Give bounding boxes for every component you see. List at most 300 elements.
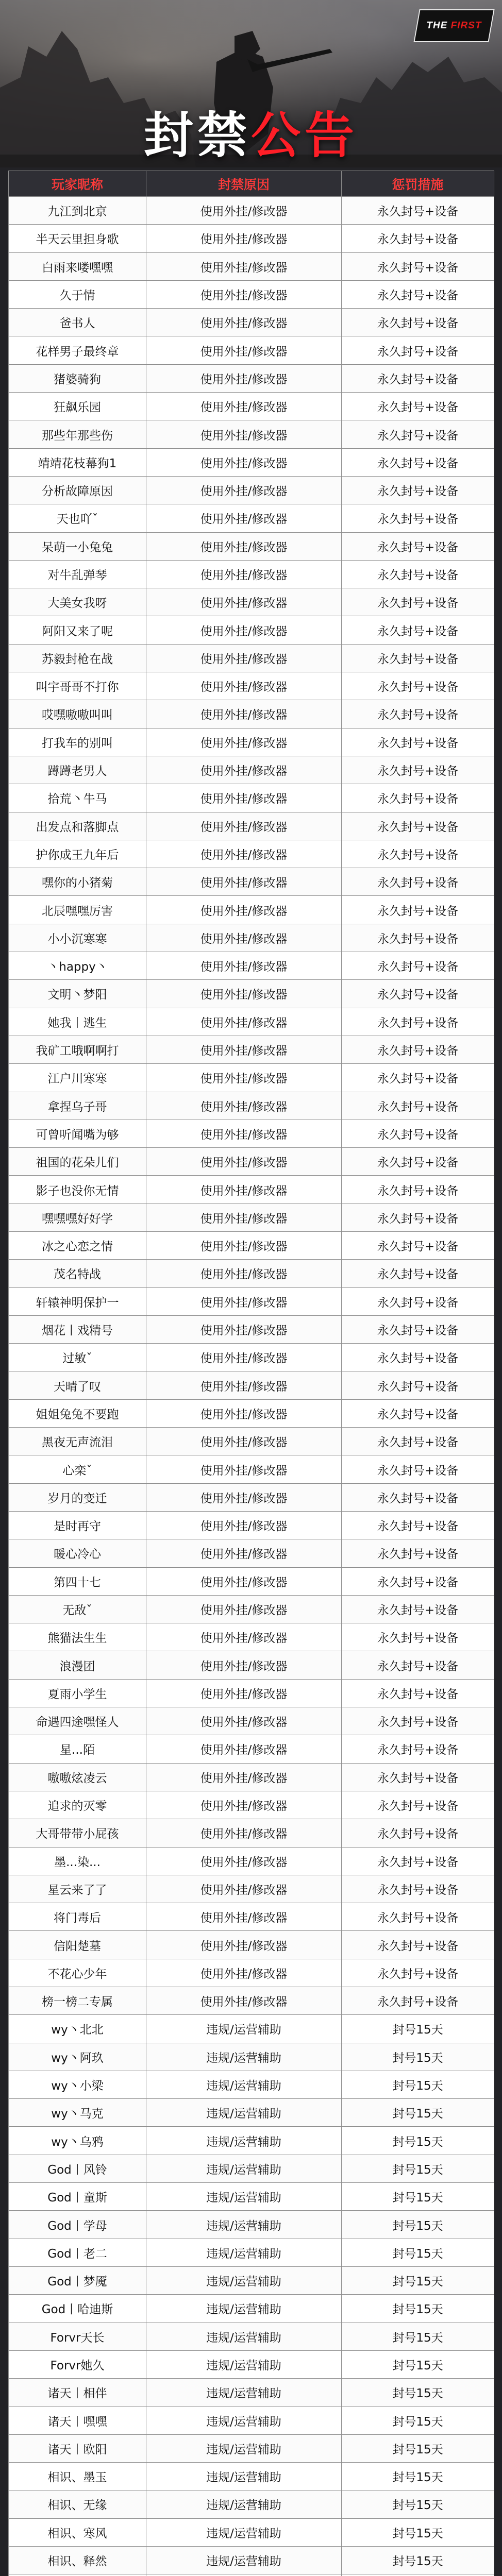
table-row [9,1595,494,1623]
table-row [9,924,494,952]
ban-reason-cell: 使用外挂/修改器 [146,252,342,280]
column-header-penalty: 惩罚措施 [342,171,494,197]
player-nickname-cell: 大哥带带小屁孩 [9,1819,146,1847]
player-nickname-cell: 星...陌 [9,1735,146,1763]
player-nickname-cell: 暖心冷心 [9,1539,146,1567]
player-nickname-cell: 靖靖花枝幕狗1 [9,448,146,476]
table-row [9,1287,494,1315]
table-row [9,1987,494,2015]
table-row [9,840,494,868]
player-nickname-cell: 天晴了叹 [9,1371,146,1399]
player-nickname-cell: 浪漫团 [9,1651,146,1679]
player-nickname-cell: 诸天丨嘿嘿 [9,2406,146,2434]
penalty-cell: 永久封号+设备 [342,1064,494,1092]
penalty-cell: 封号15天 [342,2266,494,2294]
penalty-cell: 永久封号+设备 [342,280,494,308]
penalty-cell: 永久封号+设备 [342,1092,494,1120]
penalty-cell: 永久封号+设备 [342,1847,494,1875]
penalty-cell: 永久封号+设备 [342,1428,494,1455]
player-nickname-cell: 影子也没你无情 [9,1176,146,1204]
ban-reason-cell: 违规/运营辅助 [146,2015,342,2043]
table-row [9,1567,494,1595]
penalty-cell: 永久封号+设备 [342,336,494,364]
player-nickname-cell: 轩辕神明保护一 [9,1287,146,1315]
player-nickname-cell: 苏毅封枪在战 [9,644,146,672]
ban-table-container [0,167,502,2576]
ban-reason-cell: 使用外挂/修改器 [146,309,342,336]
ban-reason-cell: 违规/运营辅助 [146,2266,342,2294]
penalty-cell: 永久封号+设备 [342,700,494,728]
ban-reason-cell: 使用外挂/修改器 [146,644,342,672]
column-header-reason: 封禁原因 [146,171,342,197]
penalty-cell: 永久封号+设备 [342,1260,494,1287]
ban-reason-cell: 使用外挂/修改器 [146,1679,342,1707]
penalty-cell: 永久封号+设备 [342,1344,494,1371]
ban-reason-cell: 使用外挂/修改器 [146,1148,342,1176]
ban-reason-cell: 违规/运营辅助 [146,2099,342,2127]
table-row [9,1623,494,1651]
penalty-cell: 封号15天 [342,2490,494,2518]
penalty-cell: 封号15天 [342,2546,494,2574]
player-nickname-cell: wy丶阿玖 [9,2043,146,2071]
player-nickname-cell: 九江到北京 [9,197,146,225]
table-row [9,1176,494,1204]
ban-reason-cell: 违规/运营辅助 [146,2350,342,2378]
ban-reason-cell: 使用外挂/修改器 [146,700,342,728]
player-nickname-cell: 相识、释然 [9,2546,146,2574]
ban-reason-cell: 违规/运营辅助 [146,2518,342,2546]
player-nickname-cell: 相识、墨玉 [9,2463,146,2490]
table-row [9,2490,494,2518]
penalty-cell: 永久封号+设备 [342,1959,494,1987]
player-nickname-cell: 榜一榜二专属 [9,1987,146,2015]
ban-reason-cell: 违规/运营辅助 [146,2323,342,2350]
player-nickname-cell: 花样男子最终章 [9,336,146,364]
ban-reason-cell: 使用外挂/修改器 [146,1231,342,1259]
player-nickname-cell: 爸书人 [9,309,146,336]
ban-reason-cell: 使用外挂/修改器 [146,1875,342,1903]
ban-reason-cell: 违规/运营辅助 [146,2406,342,2434]
table-row [9,448,494,476]
ban-reason-cell: 使用外挂/修改器 [146,1204,342,1231]
player-nickname-cell: wy丶北北 [9,2015,146,2043]
player-nickname-cell: 文明丶梦阳 [9,980,146,1008]
ban-reason-cell: 使用外挂/修改器 [146,476,342,504]
player-nickname-cell: 狂飙乐园 [9,393,146,420]
penalty-cell: 封号15天 [342,2379,494,2406]
table-row [9,1763,494,1791]
ban-reason-cell: 使用外挂/修改器 [146,1120,342,1147]
player-nickname-cell: 阿阳又来了呢 [9,616,146,644]
ban-reason-cell: 使用外挂/修改器 [146,1344,342,1371]
penalty-cell: 永久封号+设备 [342,420,494,448]
player-nickname-cell: 大美女我呀 [9,588,146,616]
table-row [9,2127,494,2155]
table-row [9,280,494,308]
player-nickname-cell: 嗷嗷炫凌云 [9,1763,146,1791]
penalty-cell: 永久封号+设备 [342,728,494,756]
player-nickname-cell: 嘿嘿嘿好好学 [9,1204,146,1231]
ban-reason-cell: 使用外挂/修改器 [146,1847,342,1875]
player-nickname-cell: 无敌ˇ [9,1595,146,1623]
penalty-cell: 封号15天 [342,2350,494,2378]
ban-reason-cell: 使用外挂/修改器 [146,1707,342,1735]
ban-reason-cell: 使用外挂/修改器 [146,588,342,616]
table-row [9,2406,494,2434]
ban-reason-cell: 违规/运营辅助 [146,2127,342,2155]
player-nickname-cell: 丶happy丶 [9,952,146,980]
table-row [9,1511,494,1539]
penalty-cell: 永久封号+设备 [342,1539,494,1567]
ban-reason-cell: 使用外挂/修改器 [146,448,342,476]
player-nickname-cell: 茂名特战 [9,1260,146,1287]
table-row [9,2546,494,2574]
table-row [9,2518,494,2546]
penalty-cell: 永久封号+设备 [342,252,494,280]
penalty-cell: 永久封号+设备 [342,1791,494,1819]
player-nickname-cell: 分析故障原因 [9,476,146,504]
title-white: 封禁 [144,107,251,164]
table-row [9,2211,494,2239]
table-row [9,980,494,1008]
ban-table [8,171,494,2576]
table-row [9,1008,494,1036]
ban-reason-cell: 使用外挂/修改器 [146,1399,342,1427]
table-row [9,532,494,560]
table-row [9,252,494,280]
player-nickname-cell: 姐姐兔兔不要跑 [9,1399,146,1427]
table-row [9,560,494,588]
penalty-cell: 永久封号+设备 [342,784,494,812]
player-nickname-cell: Forvr她久 [9,2350,146,2378]
penalty-cell: 永久封号+设备 [342,1511,494,1539]
penalty-cell: 永久封号+设备 [342,812,494,840]
table-row [9,1651,494,1679]
player-nickname-cell: 黑夜无声流泪 [9,1428,146,1455]
penalty-cell: 永久封号+设备 [342,1987,494,2015]
player-nickname-cell: God丨哈迪斯 [9,2295,146,2323]
player-nickname-cell: 拾荒丶牛马 [9,784,146,812]
ban-reason-cell: 使用外挂/修改器 [146,280,342,308]
penalty-cell: 永久封号+设备 [342,1875,494,1903]
table-row [9,1735,494,1763]
game-logo: THE FIRST [413,9,494,42]
penalty-cell: 永久封号+设备 [342,1707,494,1735]
player-nickname-cell: 信阳楚墓 [9,1931,146,1959]
table-row [9,2350,494,2378]
player-nickname-cell: 哎嘿嗷嗷叫叫 [9,700,146,728]
ban-reason-cell: 使用外挂/修改器 [146,1903,342,1931]
player-nickname-cell: 她我丨逃生 [9,1008,146,1036]
ban-reason-cell: 违规/运营辅助 [146,2463,342,2490]
player-nickname-cell: 星云来了了 [9,1875,146,1903]
table-row [9,1092,494,1120]
ban-reason-cell: 使用外挂/修改器 [146,812,342,840]
ban-reason-cell: 使用外挂/修改器 [146,560,342,588]
table-row [9,420,494,448]
penalty-cell: 永久封号+设备 [342,1231,494,1259]
ban-reason-cell: 使用外挂/修改器 [146,1483,342,1511]
player-nickname-cell: God丨梦魇 [9,2266,146,2294]
ban-reason-cell: 违规/运营辅助 [146,2434,342,2462]
penalty-cell: 永久封号+设备 [342,309,494,336]
ban-reason-cell: 违规/运营辅助 [146,2071,342,2098]
penalty-cell: 永久封号+设备 [342,1735,494,1763]
table-row [9,476,494,504]
table-row [9,1148,494,1176]
penalty-cell: 永久封号+设备 [342,364,494,392]
table-row [9,1875,494,1903]
penalty-cell: 封号15天 [342,2463,494,2490]
ban-reason-cell: 使用外挂/修改器 [146,197,342,225]
penalty-cell: 封号15天 [342,2406,494,2434]
player-nickname-cell: 烟花丨戏精号 [9,1315,146,1343]
penalty-cell: 永久封号+设备 [342,980,494,1008]
player-nickname-cell: 夏雨小学生 [9,1679,146,1707]
ban-reason-cell: 使用外挂/修改器 [146,952,342,980]
table-row [9,1428,494,1455]
table-row [9,2295,494,2323]
ban-reason-cell: 违规/运营辅助 [146,2183,342,2211]
penalty-cell: 永久封号+设备 [342,1931,494,1959]
table-row [9,1819,494,1847]
penalty-cell: 永久封号+设备 [342,1008,494,1036]
penalty-cell: 封号15天 [342,2211,494,2239]
column-header-nickname: 玩家昵称 [9,171,146,197]
penalty-cell: 封号15天 [342,2239,494,2266]
table-row [9,756,494,784]
player-nickname-cell: 江户川寒寒 [9,1064,146,1092]
penalty-cell: 永久封号+设备 [342,504,494,532]
player-nickname-cell: 墨...染... [9,1847,146,1875]
penalty-cell: 永久封号+设备 [342,644,494,672]
table-row [9,1036,494,1063]
penalty-cell: 永久封号+设备 [342,840,494,868]
player-nickname-cell: 是时再守 [9,1511,146,1539]
ban-reason-cell: 使用外挂/修改器 [146,784,342,812]
player-nickname-cell: 诸天丨欧阳 [9,2434,146,2462]
penalty-cell: 永久封号+设备 [342,1120,494,1147]
ban-reason-cell: 使用外挂/修改器 [146,728,342,756]
table-row [9,504,494,532]
penalty-cell: 永久封号+设备 [342,616,494,644]
table-row [9,1539,494,1567]
penalty-cell: 封号15天 [342,2127,494,2155]
penalty-cell: 永久封号+设备 [342,672,494,700]
penalty-cell: 永久封号+设备 [342,1567,494,1595]
penalty-cell: 永久封号+设备 [342,1623,494,1651]
penalty-cell: 永久封号+设备 [342,393,494,420]
player-nickname-cell: 追求的灭零 [9,1791,146,1819]
player-nickname-cell: 可曾听闻嘴为够 [9,1120,146,1147]
table-row [9,309,494,336]
table-row [9,2099,494,2127]
page-title [0,107,502,164]
penalty-cell: 封号15天 [342,2099,494,2127]
ban-reason-cell: 使用外挂/修改器 [146,1959,342,1987]
ban-reason-cell: 使用外挂/修改器 [146,924,342,952]
player-nickname-cell: God丨童斯 [9,2183,146,2211]
player-nickname-cell: 心栾ˇ [9,1455,146,1483]
penalty-cell: 封号15天 [342,2071,494,2098]
penalty-cell: 永久封号+设备 [342,225,494,252]
player-nickname-cell: 岁月的变迁 [9,1483,146,1511]
ban-reason-cell: 使用外挂/修改器 [146,1763,342,1791]
ban-reason-cell: 使用外挂/修改器 [146,840,342,868]
title-red: 公告 [251,107,358,164]
player-nickname-cell: 冰之心恋之情 [9,1231,146,1259]
table-row [9,1371,494,1399]
ban-reason-cell: 使用外挂/修改器 [146,1623,342,1651]
penalty-cell: 永久封号+设备 [342,1455,494,1483]
ban-reason-cell: 使用外挂/修改器 [146,1260,342,1287]
table-row [9,1707,494,1735]
player-nickname-cell: 蹲蹲老男人 [9,756,146,784]
table-row [9,868,494,896]
penalty-cell: 永久封号+设备 [342,1595,494,1623]
table-row [9,2183,494,2211]
ban-reason-cell: 使用外挂/修改器 [146,1567,342,1595]
penalty-cell: 永久封号+设备 [342,1176,494,1204]
table-row [9,616,494,644]
penalty-cell: 封号15天 [342,2323,494,2350]
ban-reason-cell: 使用外挂/修改器 [146,1455,342,1483]
penalty-cell: 永久封号+设备 [342,1036,494,1063]
ban-reason-cell: 使用外挂/修改器 [146,1008,342,1036]
table-row [9,700,494,728]
table-row [9,1315,494,1343]
ban-reason-cell: 违规/运营辅助 [146,2490,342,2518]
ban-reason-cell: 违规/运营辅助 [146,2295,342,2323]
table-row [9,1399,494,1427]
ban-reason-cell: 使用外挂/修改器 [146,1791,342,1819]
table-row [9,2463,494,2490]
player-nickname-cell: 拿捏乌子哥 [9,1092,146,1120]
ban-reason-cell: 使用外挂/修改器 [146,1287,342,1315]
player-nickname-cell: 祖国的花朵儿们 [9,1148,146,1176]
ban-reason-cell: 使用外挂/修改器 [146,1428,342,1455]
penalty-cell: 永久封号+设备 [342,756,494,784]
penalty-cell: 永久封号+设备 [342,1315,494,1343]
ban-reason-cell: 使用外挂/修改器 [146,1371,342,1399]
ban-reason-cell: 使用外挂/修改器 [146,896,342,924]
table-row [9,952,494,980]
player-nickname-cell: Forvr天长 [9,2323,146,2350]
penalty-cell: 永久封号+设备 [342,924,494,952]
ban-reason-cell: 使用外挂/修改器 [146,980,342,1008]
table-row [9,1959,494,1987]
player-nickname-cell: 呆萌一小兔兔 [9,532,146,560]
player-nickname-cell: 小小沉寒寒 [9,924,146,952]
ban-reason-cell: 使用外挂/修改器 [146,1064,342,1092]
penalty-cell: 永久封号+设备 [342,1287,494,1315]
table-row [9,1120,494,1147]
player-nickname-cell: 诸天丨相伴 [9,2379,146,2406]
table-row [9,2043,494,2071]
table-row [9,2323,494,2350]
ban-reason-cell: 使用外挂/修改器 [146,364,342,392]
player-nickname-cell: God丨学母 [9,2211,146,2239]
table-row [9,1847,494,1875]
ban-reason-cell: 使用外挂/修改器 [146,868,342,896]
ban-reason-cell: 使用外挂/修改器 [146,393,342,420]
table-row [9,2071,494,2098]
player-nickname-cell: 出发点和落脚点 [9,812,146,840]
header-banner [0,0,502,167]
ban-reason-cell: 使用外挂/修改器 [146,1651,342,1679]
ban-reason-cell: 使用外挂/修改器 [146,1315,342,1343]
ban-reason-cell: 使用外挂/修改器 [146,1819,342,1847]
table-row [9,672,494,700]
penalty-cell: 永久封号+设备 [342,476,494,504]
player-nickname-cell: 将门毒后 [9,1903,146,1931]
ban-reason-cell: 使用外挂/修改器 [146,1092,342,1120]
ban-reason-cell: 使用外挂/修改器 [146,420,342,448]
penalty-cell: 永久封号+设备 [342,1399,494,1427]
penalty-cell: 永久封号+设备 [342,1903,494,1931]
player-nickname-cell: 那些年那些伤 [9,420,146,448]
table-row [9,1260,494,1287]
ban-reason-cell: 违规/运营辅助 [146,2546,342,2574]
player-nickname-cell: 相识、寒风 [9,2518,146,2546]
table-row [9,1903,494,1931]
table-row [9,1204,494,1231]
penalty-cell: 永久封号+设备 [342,588,494,616]
table-row [9,1064,494,1092]
penalty-cell: 永久封号+设备 [342,896,494,924]
player-nickname-cell: God丨老二 [9,2239,146,2266]
penalty-cell: 永久封号+设备 [342,560,494,588]
table-row [9,1679,494,1707]
ban-reason-cell: 违规/运营辅助 [146,2239,342,2266]
player-nickname-cell: 第四十七 [9,1567,146,1595]
ban-reason-cell: 违规/运营辅助 [146,2155,342,2182]
penalty-cell: 永久封号+设备 [342,952,494,980]
ban-reason-cell: 使用外挂/修改器 [146,1735,342,1763]
penalty-cell: 封号15天 [342,2183,494,2211]
penalty-cell: 永久封号+设备 [342,1819,494,1847]
table-body [9,197,494,2576]
ban-reason-cell: 违规/运营辅助 [146,2043,342,2071]
table-row [9,1483,494,1511]
penalty-cell: 永久封号+设备 [342,1204,494,1231]
table-row [9,2015,494,2043]
table-row [9,2379,494,2406]
player-nickname-cell: wy丶乌鸦 [9,2127,146,2155]
table-row [9,1344,494,1371]
table-row [9,2239,494,2266]
player-nickname-cell: 嘿你的小猪菊 [9,868,146,896]
player-nickname-cell: 白雨来喽嘿嘿 [9,252,146,280]
table-row [9,2155,494,2182]
player-nickname-cell: 对牛乱弹琴 [9,560,146,588]
penalty-cell: 永久封号+设备 [342,868,494,896]
player-nickname-cell: 猪婆骑狗 [9,364,146,392]
table-row [9,1231,494,1259]
table-row [9,197,494,225]
penalty-cell: 永久封号+设备 [342,1679,494,1707]
ban-reason-cell: 使用外挂/修改器 [146,504,342,532]
player-nickname-cell: 半天云里担身歌 [9,225,146,252]
penalty-cell: 封号15天 [342,2518,494,2546]
penalty-cell: 封号15天 [342,2155,494,2182]
ban-reason-cell: 使用外挂/修改器 [146,1511,342,1539]
table-row [9,1455,494,1483]
ban-reason-cell: 使用外挂/修改器 [146,1931,342,1959]
player-nickname-cell: 不花心少年 [9,1959,146,1987]
ban-reason-cell: 违规/运营辅助 [146,2379,342,2406]
player-nickname-cell: 相识、无缘 [9,2490,146,2518]
